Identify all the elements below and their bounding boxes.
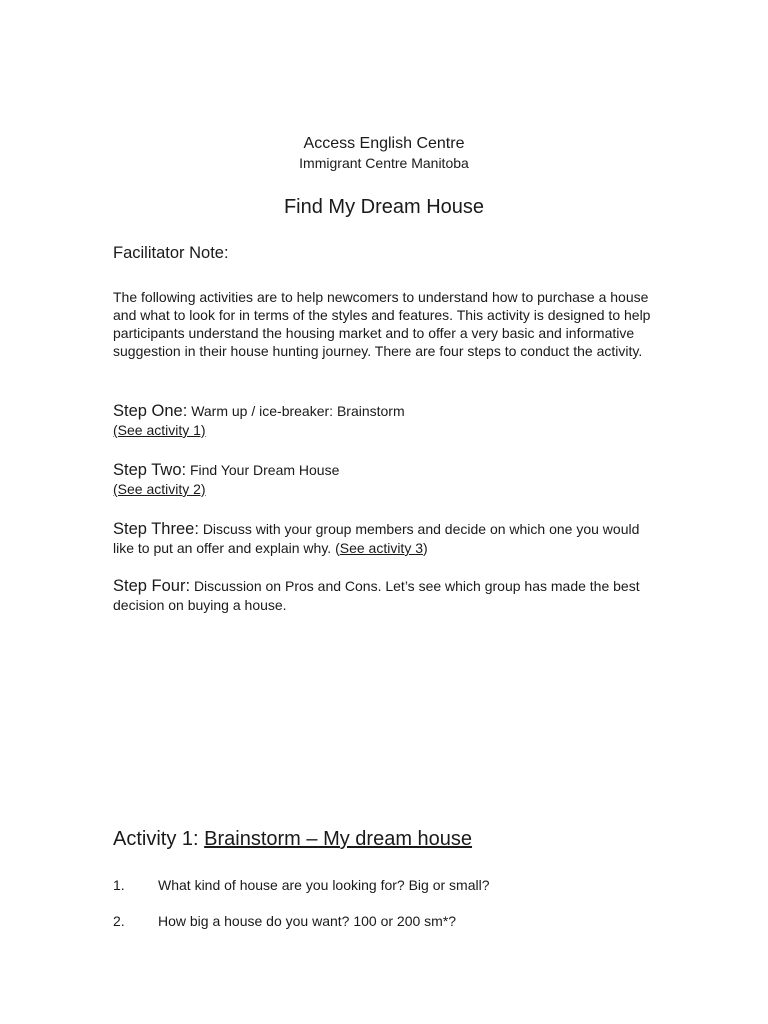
step-text: Discussion on Pros and Cons. Let’s see which group has made the best decision on buying a house. xyxy=(113,578,640,613)
step-text: Discuss with your group members and decide on which one you would like to put an offer and explain why. ( xyxy=(113,521,640,556)
suborganization-name: Immigrant Centre Manitoba xyxy=(299,155,469,171)
step-text: Find Your Dream House xyxy=(189,462,340,478)
activity-2-link[interactable]: (See activity 2) xyxy=(113,481,206,497)
facilitator-note-paragraph: The following activities are to help newcomers to understand how to purchase a house and what to look for in terms of the styles and features. This activity is designed to help participants understand the housing market and to offer a very basic and informative suggestion in their house hunting journey. There are four steps to conduct the activity. xyxy=(113,289,651,359)
question-number: 1. xyxy=(113,877,125,893)
step-label: Step Two: xyxy=(113,461,187,479)
question-text: How big a house do you want? 100 or 200 sm*? xyxy=(158,913,457,929)
activity-1-heading xyxy=(113,828,472,851)
step-four xyxy=(113,577,653,615)
step-three xyxy=(113,520,653,558)
step-one xyxy=(113,402,653,440)
activity-1-link[interactable]: (See activity 1) xyxy=(113,422,206,438)
activity-3-link[interactable]: See activity 3 xyxy=(339,540,423,556)
step-text: Warm up / ice-breaker: Brainstorm xyxy=(191,403,405,419)
question-number: 2. xyxy=(113,913,125,929)
facilitator-note-heading: Facilitator Note: xyxy=(113,244,229,262)
step-label: Step Four: xyxy=(113,577,191,595)
page-title: Find My Dream House xyxy=(283,196,485,218)
activity-title: Brainstorm – My dream house xyxy=(204,828,473,850)
organization-name: Access English Centre xyxy=(303,135,465,152)
step-text-close: ) xyxy=(423,540,428,556)
step-two xyxy=(113,461,653,499)
activity-prefix: Activity 1: xyxy=(113,828,199,850)
question-text: What kind of house are you looking for? Big or small? xyxy=(158,877,490,893)
step-label: Step Three: xyxy=(113,520,199,538)
step-label: Step One: xyxy=(113,402,188,420)
